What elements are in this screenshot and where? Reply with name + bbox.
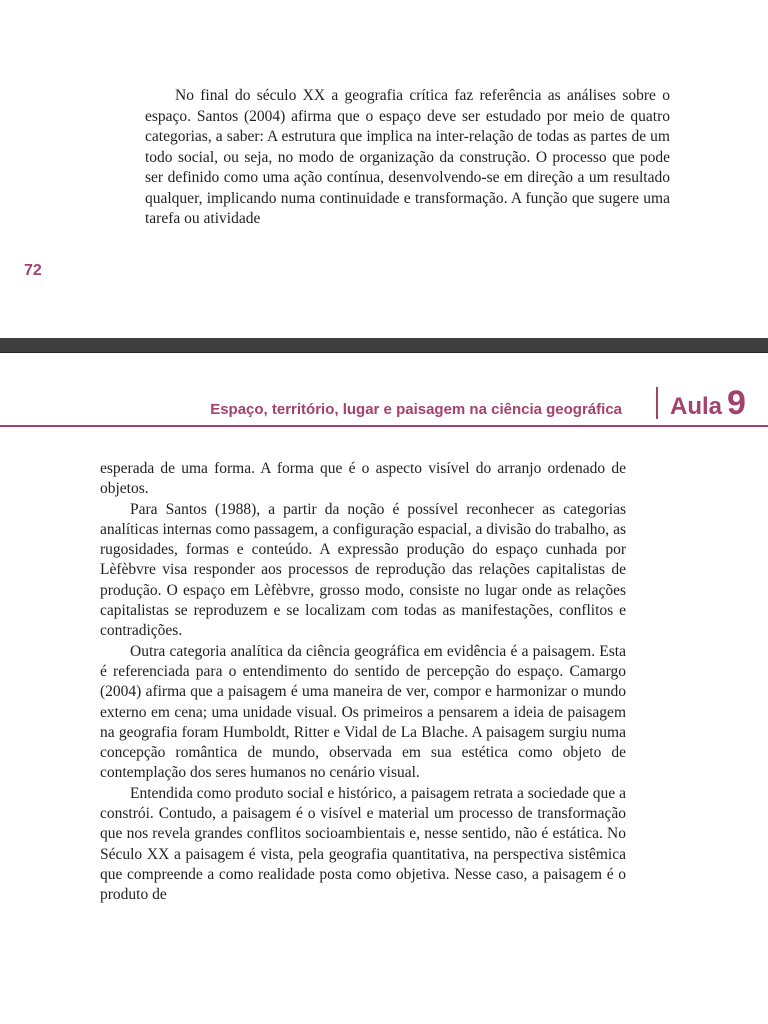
header-separator xyxy=(656,387,658,419)
page-72 xyxy=(0,0,768,338)
running-header xyxy=(0,381,768,429)
chapter-title: Espaço, território, lugar e paisagem na ciência geográfica xyxy=(210,401,622,418)
lesson-word: Aula xyxy=(670,393,723,420)
body-text xyxy=(145,86,670,230)
header-rule xyxy=(0,425,768,427)
page-divider xyxy=(0,338,768,353)
paragraph: Entendida como produto social e histórico, a paisagem retrata a sociedade que a constrói. Contudo, a paisagem é o visível e material um processo de transformação que nos revela grandes conflitos socioambientais e, nesse sentido, não é estática. No Século XX a paisagem é vista, pela geografia quantitativa, na perspectiva sistêmica que compreende a como realidade posta como objetiva. Nesse caso, a paisagem é o produto de xyxy=(100,784,626,904)
page-73 xyxy=(0,353,768,1024)
paragraph: No final do século XX a geografia crítica faz referência as análises sobre o espaço. Santos (2004) afirma que o espaço deve ser estudado por meio de quatro categorias, a saber: A estrutura que implica na inter-relação de todas as partes de um todo social, ou seja, no modo de organização da construção. O processo que pode ser definido como uma ação contínua, desenvolvendo-se em direção a um resultado qualquer, implicando numa continuidade e transformação. A função que sugere uma tarefa ou atividade xyxy=(145,87,670,227)
lesson-label xyxy=(670,383,746,430)
paragraph: Outra categoria analítica da ciência geográfica em evidência é a paisagem. Esta é referenciada para o entendimento do sentido de percepção do espaço. Camargo (2004) afirma que a paisagem é uma maneira de ver, compor e harmonizar o mundo externo em cena; uma unidade visual. Os primeiros a pensarem a ideia de paisagem na geografia foram Humboldt, Ritter e Vidal de La Blache. A paisagem surgiu numa concepção romântica de mundo, observada em sua estética como objeto de contemplação dos seres humanos no cenário visual. xyxy=(100,642,626,782)
paragraph: Para Santos (1988), a partir da noção é possível reconhecer as categorias analíticas internas como passagem, a configuração espacial, a divisão do trabalho, as rugosidades, formas e conteúdo. A expressão produção do espaço cunhada por Lèfèbvre visa responder aos processos de reprodução das relações capitalistas de produção. O espaço em Lèfèbvre, grosso modo, consiste no lugar onde as relações capitalistas se reproduzem e se localizam com todas as manifestações, conflitos e contradições. xyxy=(100,500,626,640)
lesson-number: 9 xyxy=(727,384,746,422)
paragraph: esperada de uma forma. A forma que é o aspecto visível do arranjo ordenado de objetos. xyxy=(100,460,626,498)
body-text xyxy=(100,459,626,906)
page-number: 72 xyxy=(24,262,42,279)
